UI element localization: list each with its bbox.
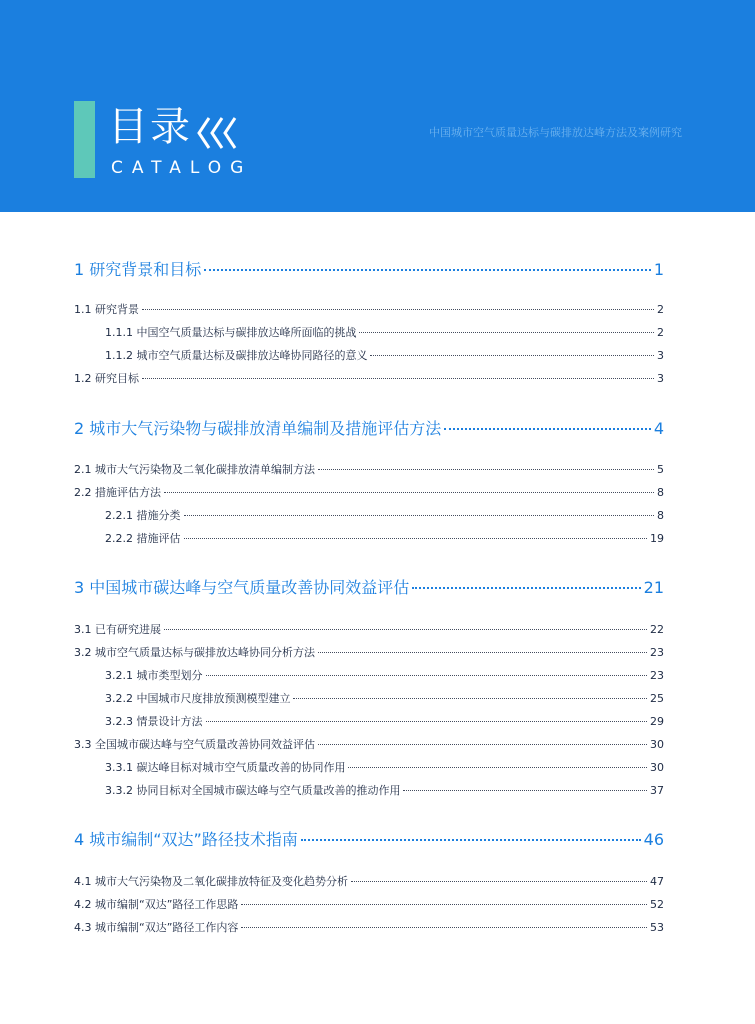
toc-entry-2-2-1[interactable] [105,507,664,523]
toc-entry-3-2[interactable] [74,644,664,660]
toc-label: 2.1 城市大气污染物及二氧化碳排放清单编制方法 [74,463,315,476]
toc-label: 3.2.2 中国城市尺度排放预测模型建立 [105,692,291,705]
toc-page: 29 [650,715,664,728]
toc-leader [241,904,647,905]
toc-page: 21 [643,578,664,597]
toc-leader [184,538,648,539]
toc-page: 46 [643,830,664,849]
catalog-title: 目录 [108,104,192,150]
toc-leader [318,652,647,653]
toc-page: 5 [657,463,664,476]
catalog-subtitle: CATALOG [111,158,253,178]
toc-leader [318,469,654,470]
toc-label: 3.3 全国城市碳达峰与空气质量改善协同效益评估 [74,738,315,751]
toc-leader [241,927,647,928]
toc-entry-3-2-1[interactable] [105,667,664,683]
toc-leader [412,587,640,589]
toc-leader [301,839,641,841]
toc-label: 3.1 已有研究进展 [74,623,161,636]
toc-label: 3.2 城市空气质量达标与碳排放达峰协同分析方法 [74,646,315,659]
toc-entry-1-2[interactable] [74,370,664,386]
toc-label: 3 中国城市碳达峰与空气质量改善协同效益评估 [74,578,410,597]
toc-leader [164,629,647,630]
toc-label: 4.2 城市编制“双达”路径工作思路 [74,898,239,911]
toc-label: 3.2.3 情景设计方法 [105,715,203,728]
toc-label: 2 城市大气污染物与碳排放清单编制及措施评估方法 [74,419,442,438]
toc-page: 52 [650,898,664,911]
toc-page: 3 [657,372,664,385]
toc-leader [318,744,647,745]
toc-entry-2-2[interactable] [74,484,664,500]
toc-page: 25 [650,692,664,705]
toc-page: 19 [650,532,664,545]
toc-leader [184,515,655,516]
toc-page: 30 [650,738,664,751]
toc-label: 1.1 研究背景 [74,303,139,316]
toc-leader [444,428,651,430]
toc-page: 1 [653,260,664,279]
toc-page: 2 [657,303,664,316]
toc-entry-4-2[interactable] [74,896,664,912]
toc-label: 2.2 措施评估方法 [74,486,161,499]
toc-page: 8 [657,486,664,499]
toc-page: 8 [657,509,664,522]
toc-page: 30 [650,761,664,774]
toc-label: 1 研究背景和目标 [74,260,202,279]
toc-page: 2 [657,326,664,339]
toc-leader [164,492,654,493]
toc-leader [359,332,654,333]
toc-label: 3.3.1 碳达峰目标对城市空气质量改善的协同作用 [105,761,346,774]
toc-leader [351,881,647,882]
toc-leader [206,675,648,676]
toc-page: 23 [650,669,664,682]
toc-entry-3[interactable] [74,575,664,598]
toc-entry-3-1[interactable] [74,621,664,637]
toc-page: 22 [650,623,664,636]
toc-label: 3.3.2 协同目标对全国城市碳达峰与空气质量改善的推动作用 [105,784,401,797]
toc-label: 3.2.1 城市类型划分 [105,669,203,682]
toc-entry-3-2-3[interactable] [105,713,664,729]
toc-leader [204,269,651,271]
toc-label: 4.1 城市大气污染物及二氧化碳排放特征及变化趋势分析 [74,875,348,888]
toc-page: 4 [653,419,664,438]
toc-page: 53 [650,921,664,934]
toc-leader [348,767,647,768]
toc-page: 47 [650,875,664,888]
toc-leader [293,698,647,699]
toc-label: 2.2.2 措施评估 [105,532,181,545]
toc-leader [142,378,654,379]
toc-page: 23 [650,646,664,659]
toc-entry-4-3[interactable] [74,919,664,935]
toc-label: 4 城市编制“双达”路径技术指南 [74,830,298,849]
toc-page: 3 [657,349,664,362]
toc-leader [206,721,648,722]
toc-entry-4-1[interactable] [74,873,664,889]
toc-entry-3-3[interactable] [74,736,664,752]
report-title: 中国城市空气质量达标与碳排放达峰方法及案例研究 [429,126,682,139]
toc-entry-3-2-2[interactable] [105,690,664,706]
toc-entry-3-3-1[interactable] [105,759,664,775]
toc-entry-1-1[interactable] [74,301,664,317]
toc-entry-2-2-2[interactable] [105,530,664,546]
toc-entry-1-1-2[interactable] [105,347,664,363]
toc-leader [142,309,654,310]
toc-leader [370,355,654,356]
toc-page: 37 [650,784,664,797]
toc-entry-2-1[interactable] [74,461,664,477]
toc-label: 4.3 城市编制“双达”路径工作内容 [74,921,239,934]
toc-entry-4[interactable] [74,827,664,850]
toc-leader [403,790,647,791]
toc-entry-2[interactable] [74,416,664,439]
toc-entry-3-3-2[interactable] [105,782,664,798]
toc-entry-1-1-1[interactable] [105,324,664,340]
toc-label: 1.1.2 城市空气质量达标及碳排放达峰协同路径的意义 [105,349,368,362]
toc-label: 2.2.1 措施分类 [105,509,181,522]
toc-label: 1.2 研究目标 [74,372,139,385]
toc-label: 1.1.1 中国空气质量达标与碳排放达峰所面临的挑战 [105,326,357,339]
toc-entry-1[interactable] [74,257,664,280]
